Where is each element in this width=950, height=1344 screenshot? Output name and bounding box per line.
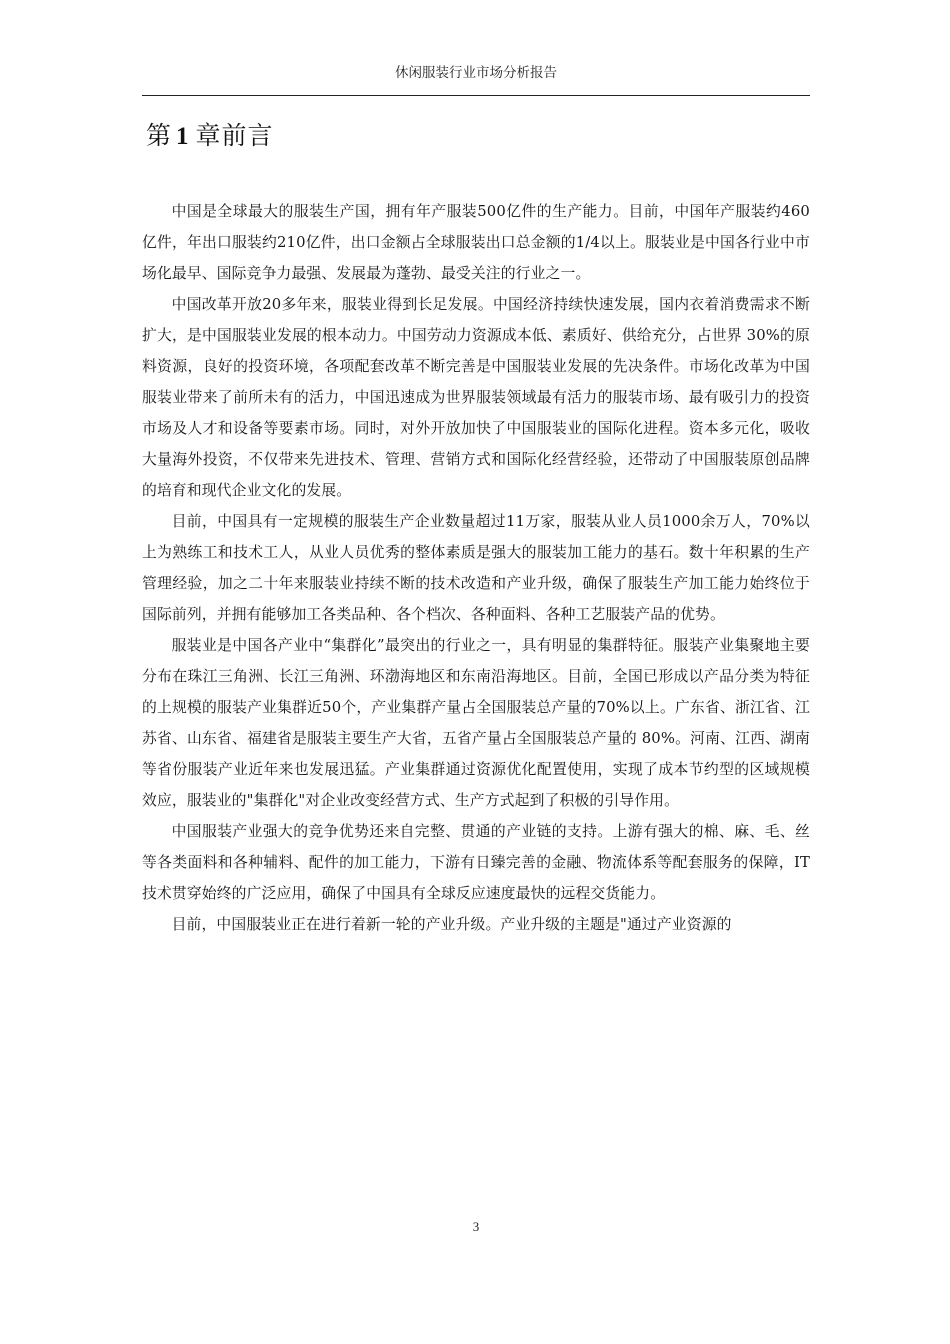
header-rule — [142, 95, 810, 96]
paragraph-2: 中国改革开放20多年来，服装业得到长足发展。中国经济持续快速发展，国内衣着消费需求不断扩大，是中国服装业发展的根本动力。中国劳动力资源成本低、素质好、供给充分，占世界 30%的原料资源，良好的投资环境，各项配套改革不断完善是中国服装业发展的先决条件。市场化改革为中国服装业带来了前所未有的活力，中国迅速成为世界服装领域最有活力的服装市场、最有吸引力的投资市场及人才和设备等要素市场。同时，对外开放加快了中国服装业的国际化进程。资本多元化，吸收大量海外投资，不仅带来先进技术、管理、营销方式和国际化经营经验，还带动了中国服装原创品牌的培育和现代企业文化的发展。 — [142, 296, 810, 499]
paragraph-6: 目前，中国服装业正在进行着新一轮的产业升级。产业升级的主题是"通过产业资源的 — [171, 916, 732, 933]
body-text — [142, 196, 810, 940]
paragraph-5: 中国服装产业强大的竞争优势还来自完整、贯通的产业链的支持。上游有强大的棉、麻、毛、丝等各类面料和各种辅料、配件的加工能力，下游有日臻完善的金融、物流体系等配套服务的保障，IT 技术贯穿始终的广泛应用，确保了中国具有全球反应速度最快的远程交货能力。 — [142, 823, 810, 902]
running-header: 休闲服装行业市场分析报告 — [395, 65, 557, 81]
paragraph-1: 中国是全球最大的服装生产国，拥有年产服装500亿件的生产能力。目前，中国年产服装约460亿件，年出口服装约210亿件，出口金额占全球服装出口总金额的1/4以上。服装业是中国各行业中市场化最早、国际竞争力最强、发展最为蓬勃、最受关注的行业之一。 — [142, 203, 810, 282]
paragraph-3: 目前，中国具有一定规模的服装生产企业数量超过11万家，服装从业人员1000余万人，70%以上为熟练工和技术工人，从业人员优秀的整体素质是强大的服装加工能力的基石。数十年积累的生产管理经验，加之二十年来服装业持续不断的技术改造和产业升级，确保了服装生产加工能力始终位于国际前列，并拥有能够加工各类品种、各个档次、各种面料、各种工艺服装产品的优势。 — [142, 513, 810, 623]
chapter-prefix: 第 — [146, 121, 173, 150]
chapter-suffix: 章前言 — [195, 121, 274, 150]
chapter-number: 1 — [176, 123, 190, 150]
page-number: 3 — [472, 1219, 480, 1234]
chapter-title — [146, 119, 274, 154]
paragraph-4: 服装业是中国各产业中“集群化”最突出的行业之一，具有明显的集群特征。服装产业集聚地主要分布在珠江三角洲、长江三角洲、环渤海地区和东南沿海地区。目前，全国已形成以产品分类为特征的上规模的服装产业集群近50个，产业集群产量占全国服装总产量的70%以上。广东省、浙江省、江苏省、山东省、福建省是服装主要生产大省，五省产量占全国服装总产量的 80%。河南、江西、湖南等省份服装产业近年来也发展迅猛。产业集群通过资源优化配置使用，实现了成本节约型的区域规模效应，服装业的"集群化"对企业改变经营方式、生产方式起到了积极的引导作用。 — [142, 637, 810, 809]
